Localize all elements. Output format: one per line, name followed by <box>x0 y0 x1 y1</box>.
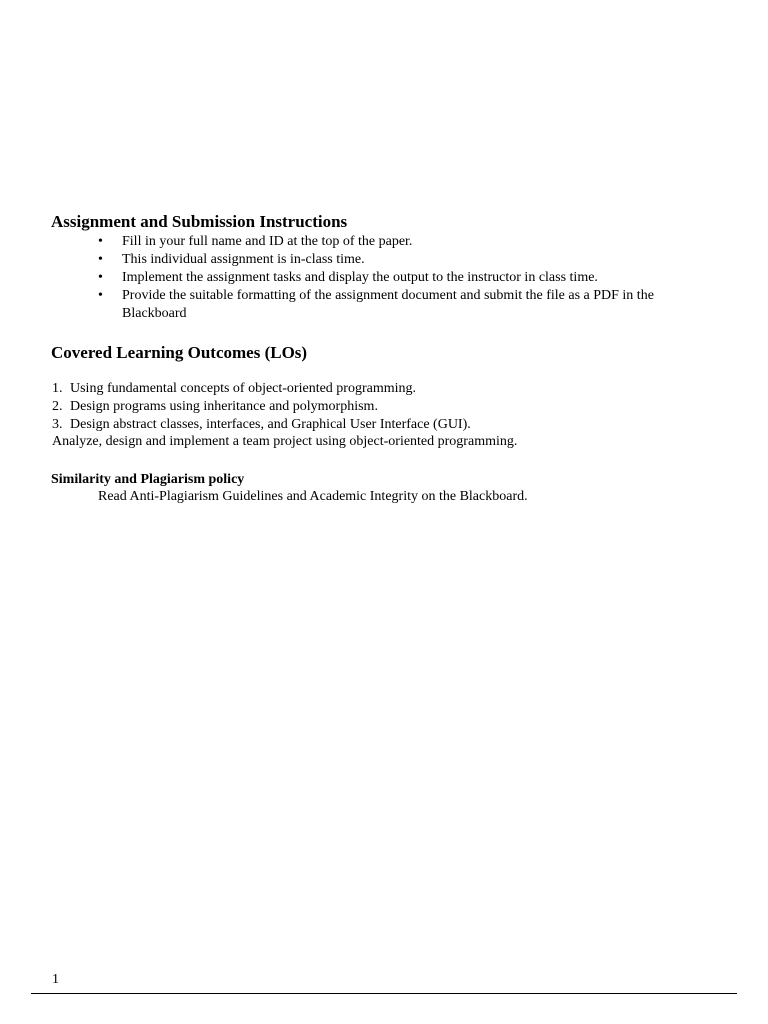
plagiarism-policy-text: Read Anti-Plagiarism Guidelines and Academic Integrity on the Blackboard. <box>98 489 528 504</box>
list-item-number: 1. <box>52 381 63 396</box>
list-item <box>98 269 698 287</box>
bullet-icon: • <box>98 234 103 249</box>
bullet-icon: • <box>98 270 103 285</box>
list-item <box>98 233 698 251</box>
list-item-text: Design programs using inheritance and polymorphism. <box>70 399 378 414</box>
list-item-number: 2. <box>52 399 63 414</box>
plagiarism-policy-heading: Similarity and Plagiarism policy <box>51 472 245 487</box>
learning-outcomes-list <box>52 380 471 434</box>
list-item-number: 3. <box>52 417 63 432</box>
list-item-text: Implement the assignment tasks and display the output to the instructor in class time. <box>122 270 598 285</box>
assignment-instructions-heading: Assignment and Submission Instructions <box>51 212 348 231</box>
learning-outcomes-heading: Covered Learning Outcomes (LOs) <box>51 343 308 362</box>
bullet-icon: • <box>98 288 103 303</box>
list-item <box>52 398 471 416</box>
list-item-text: Design abstract classes, interfaces, and Graphical User Interface (GUI). <box>70 417 471 432</box>
learning-outcome-extra-line: Analyze, design and implement a team project using object-oriented programming. <box>52 434 518 449</box>
list-item <box>98 287 698 323</box>
footer-divider <box>31 993 737 994</box>
page-number: 1 <box>52 972 59 987</box>
bullet-icon: • <box>98 252 103 267</box>
list-item <box>98 251 698 269</box>
list-item-text: Provide the suitable formatting of the assignment document and submit the file as a PDF in the Blackboard <box>122 288 654 321</box>
list-item-text: Fill in your full name and ID at the top of the paper. <box>122 234 413 249</box>
assignment-instructions-list <box>98 233 698 323</box>
list-item <box>52 416 471 434</box>
list-item <box>52 380 471 398</box>
list-item-text: This individual assignment is in-class time. <box>122 252 365 267</box>
list-item-text: Using fundamental concepts of object-oriented programming. <box>70 381 417 396</box>
